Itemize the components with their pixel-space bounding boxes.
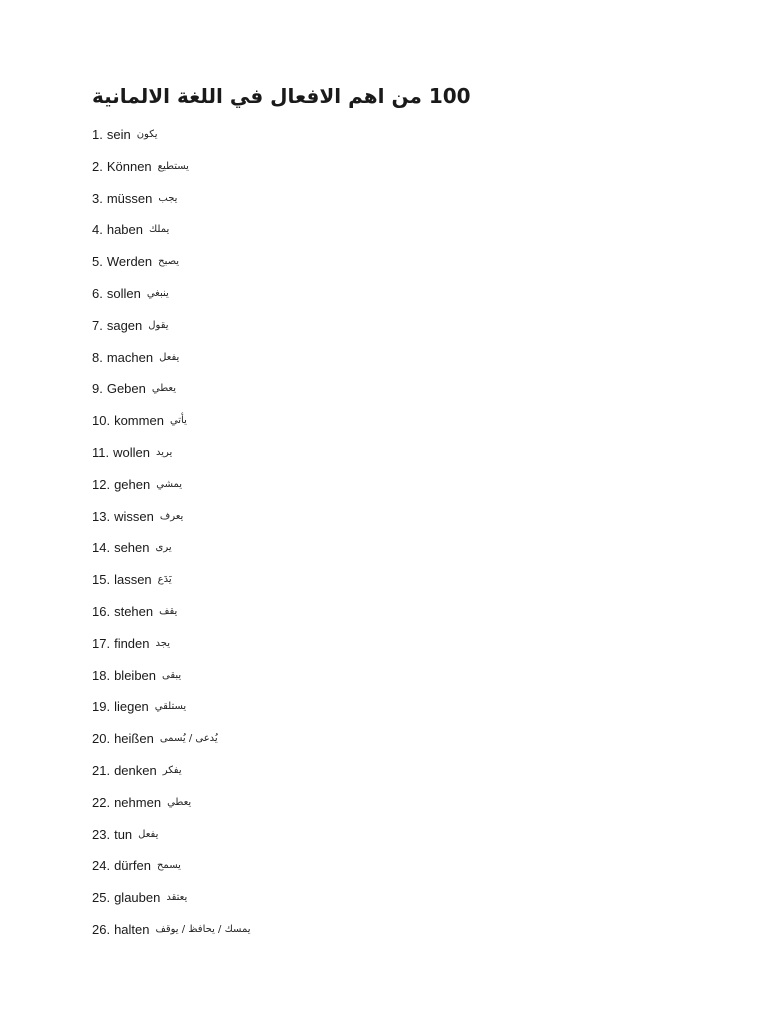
german-verb: halten xyxy=(114,921,150,937)
list-item xyxy=(92,443,251,475)
german-verb: dürfen xyxy=(114,858,151,874)
item-number: 7. xyxy=(92,317,103,333)
arabic-translation: يكون xyxy=(136,129,158,140)
german-verb: sagen xyxy=(106,317,143,333)
list-item xyxy=(92,825,251,857)
item-number: 13. xyxy=(92,508,111,524)
arabic-translation: يرى xyxy=(155,542,172,554)
german-verb: glauben xyxy=(114,890,161,906)
german-verb: gehen xyxy=(114,476,151,492)
german-verb: sein xyxy=(106,127,131,142)
arabic-translation: يريد xyxy=(155,446,173,458)
list-item xyxy=(92,411,251,443)
list-item xyxy=(92,284,251,316)
list-item xyxy=(92,920,251,952)
item-number: 17. xyxy=(92,635,111,651)
arabic-translation: يفعل xyxy=(138,828,159,840)
list-item xyxy=(92,348,251,380)
arabic-translation: يصبح xyxy=(158,256,180,268)
arabic-translation: يعرف xyxy=(159,510,184,522)
arabic-translation: يَدَع xyxy=(157,574,172,586)
german-verb: finden xyxy=(114,635,150,651)
item-number: 10. xyxy=(92,413,111,429)
arabic-translation: يجب xyxy=(158,192,178,204)
arabic-translation: يأتي xyxy=(169,415,187,427)
arabic-translation: يبقى xyxy=(162,669,182,681)
list-item xyxy=(92,570,251,602)
list-item xyxy=(92,666,251,698)
list-item xyxy=(92,538,251,570)
arabic-translation: يقف xyxy=(159,605,178,617)
item-number: 22. xyxy=(92,794,111,810)
arabic-translation: يُدعى / يُسمى xyxy=(159,733,218,745)
item-number: 3. xyxy=(92,190,103,206)
arabic-translation: يعتقد xyxy=(166,892,188,904)
german-verb: heißen xyxy=(114,731,154,747)
item-number: 2. xyxy=(92,158,103,174)
list-item xyxy=(92,125,251,157)
item-number: 1. xyxy=(92,127,103,142)
german-verb: bleiben xyxy=(114,667,157,683)
document-title: 100 من اهم الافعال في اللغة الالمانية xyxy=(92,84,471,108)
verb-list xyxy=(92,125,251,952)
item-number: 19. xyxy=(92,699,111,715)
german-verb: sehen xyxy=(114,540,150,556)
item-number: 25. xyxy=(92,890,111,906)
german-verb: wollen xyxy=(113,444,150,460)
list-item xyxy=(92,220,251,252)
list-item xyxy=(92,602,251,634)
item-number: 9. xyxy=(92,381,103,397)
arabic-translation: يقول xyxy=(148,319,169,331)
item-number: 16. xyxy=(92,603,111,619)
arabic-translation: ينبغي xyxy=(146,287,169,299)
item-number: 26. xyxy=(92,921,111,937)
german-verb: liegen xyxy=(114,699,149,715)
german-verb: machen xyxy=(106,349,154,365)
arabic-translation: يمشي xyxy=(156,478,183,490)
arabic-translation: يستلقي xyxy=(154,701,187,713)
arabic-translation: يسمح xyxy=(156,860,181,872)
list-item xyxy=(92,729,251,761)
list-item xyxy=(92,761,251,793)
german-verb: tun xyxy=(114,826,133,842)
arabic-translation: يستطيع xyxy=(157,160,189,172)
list-item xyxy=(92,856,251,888)
list-item xyxy=(92,157,251,189)
list-item xyxy=(92,379,251,411)
arabic-translation: يعطي xyxy=(167,796,192,808)
german-verb: stehen xyxy=(114,603,154,619)
item-number: 8. xyxy=(92,349,103,365)
german-verb: denken xyxy=(114,762,157,778)
arabic-translation: يفعل xyxy=(159,351,180,363)
item-number: 23. xyxy=(92,826,111,842)
list-item xyxy=(92,189,251,221)
german-verb: lassen xyxy=(114,572,152,588)
german-verb: sollen xyxy=(106,285,141,301)
item-number: 21. xyxy=(92,762,111,778)
arabic-translation: يجد xyxy=(155,637,170,649)
german-verb: müssen xyxy=(106,190,153,206)
list-item xyxy=(92,793,251,825)
item-number: 11. xyxy=(92,444,110,460)
list-item xyxy=(92,697,251,729)
item-number: 12. xyxy=(92,476,111,492)
german-verb: nehmen xyxy=(114,794,162,810)
german-verb: Können xyxy=(106,158,152,174)
arabic-translation: يملك xyxy=(149,224,170,236)
arabic-translation: يفكر xyxy=(162,764,182,776)
item-number: 18. xyxy=(92,667,111,683)
item-number: 14. xyxy=(92,540,111,556)
list-item xyxy=(92,888,251,920)
list-item xyxy=(92,252,251,284)
list-item xyxy=(92,507,251,539)
german-verb: kommen xyxy=(114,413,164,429)
item-number: 6. xyxy=(92,285,103,301)
list-item xyxy=(92,634,251,666)
item-number: 5. xyxy=(92,254,103,270)
arabic-translation: يمسك / يحافظ / يوقف xyxy=(155,923,251,935)
german-verb: wissen xyxy=(114,508,154,524)
item-number: 15. xyxy=(92,572,111,588)
item-number: 4. xyxy=(92,222,103,238)
item-number: 20. xyxy=(92,731,111,747)
list-item xyxy=(92,475,251,507)
german-verb: Geben xyxy=(106,381,146,397)
german-verb: Werden xyxy=(106,254,153,270)
item-number: 24. xyxy=(92,858,111,874)
german-verb: haben xyxy=(106,222,143,238)
arabic-translation: يعطي xyxy=(151,383,177,395)
list-item xyxy=(92,316,251,348)
